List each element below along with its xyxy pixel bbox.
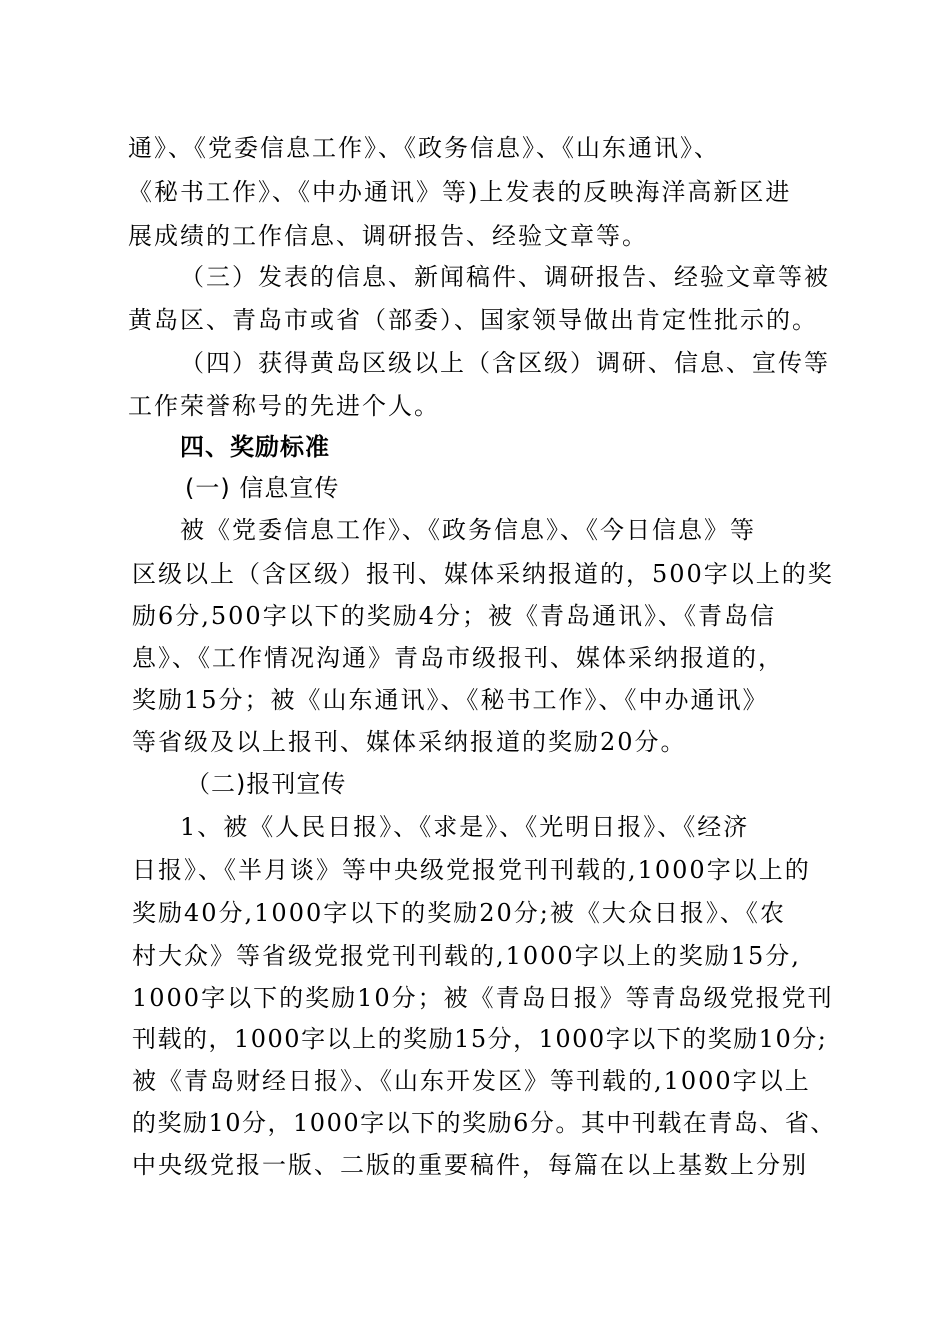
text-line: 1000字以下的奖励10分；被《青岛日报》等青岛级党报党刊: [132, 984, 834, 1012]
subsection-heading: (一) 信息宣传: [185, 474, 340, 502]
text-line: 《秘书工作》、《中办通讯》等)上发表的反映海洋高新区进: [128, 178, 792, 206]
text-line: 工作荣誉称号的先进个人。: [128, 392, 440, 420]
text-line: 中央级党报一版、二版的重要稿件，每篇在以上基数上分别: [132, 1151, 808, 1179]
text-line: （三）发表的信息、新闻稿件、调研报告、经验文章等被: [180, 263, 830, 291]
text-line: 息》、《工作情况沟通》青岛市级报刊、媒体采纳报道的，: [132, 644, 784, 672]
text-line: 村大众》等省级党报党刊刊载的,1000字以上的奖励15分,: [132, 942, 801, 970]
text-line: 励6分,500字以下的奖励4分；被《青岛通讯》、《青岛信: [132, 602, 776, 630]
text-line: 奖励40分,1000字以下的奖励20分;被《大众日报》、《农: [132, 899, 786, 927]
text-line: 的奖励10分，1000字以下的奖励6分。其中刊载在青岛、省、: [132, 1109, 836, 1137]
text-line: 日报》、《半月谈》等中央级党报党刊刊载的,1000字以上的: [132, 856, 811, 884]
text-line: 展成绩的工作信息、调研报告、经验文章等。: [128, 222, 648, 250]
subsection-heading: （二)报刊宣传: [186, 770, 347, 798]
section-heading: 四、奖励标准: [180, 433, 330, 461]
text-line: 等省级及以上报刊、媒体采纳报道的奖励20分。: [132, 728, 687, 756]
text-line: 被《青岛财经日报》、《山东开发区》等刊载的,1000字以上: [132, 1067, 811, 1095]
text-line: 奖励15分；被《山东通讯》、《秘书工作》、《中办通讯》: [132, 686, 769, 714]
text-line: 刊载的，1000字以上的奖励15分，1000字以下的奖励10分;: [132, 1025, 828, 1053]
text-line: 被《党委信息工作》、《政务信息》、《今日信息》等: [180, 516, 756, 544]
text-line: 区级以上（含区级）报刊、媒体采纳报道的，500字以上的奖: [132, 560, 834, 588]
text-line: （四）获得黄岛区级以上（含区级）调研、信息、宣传等: [180, 349, 830, 377]
text-line: 通》、《党委信息工作》、《政务信息》、《山东通讯》、: [128, 134, 720, 162]
text-line: 1、被《人民日报》、《求是》、《光明日报》、《经济: [180, 813, 750, 841]
text-line: 黄岛区、青岛市或省（部委）、国家领导做出肯定性批示的。: [128, 306, 818, 334]
